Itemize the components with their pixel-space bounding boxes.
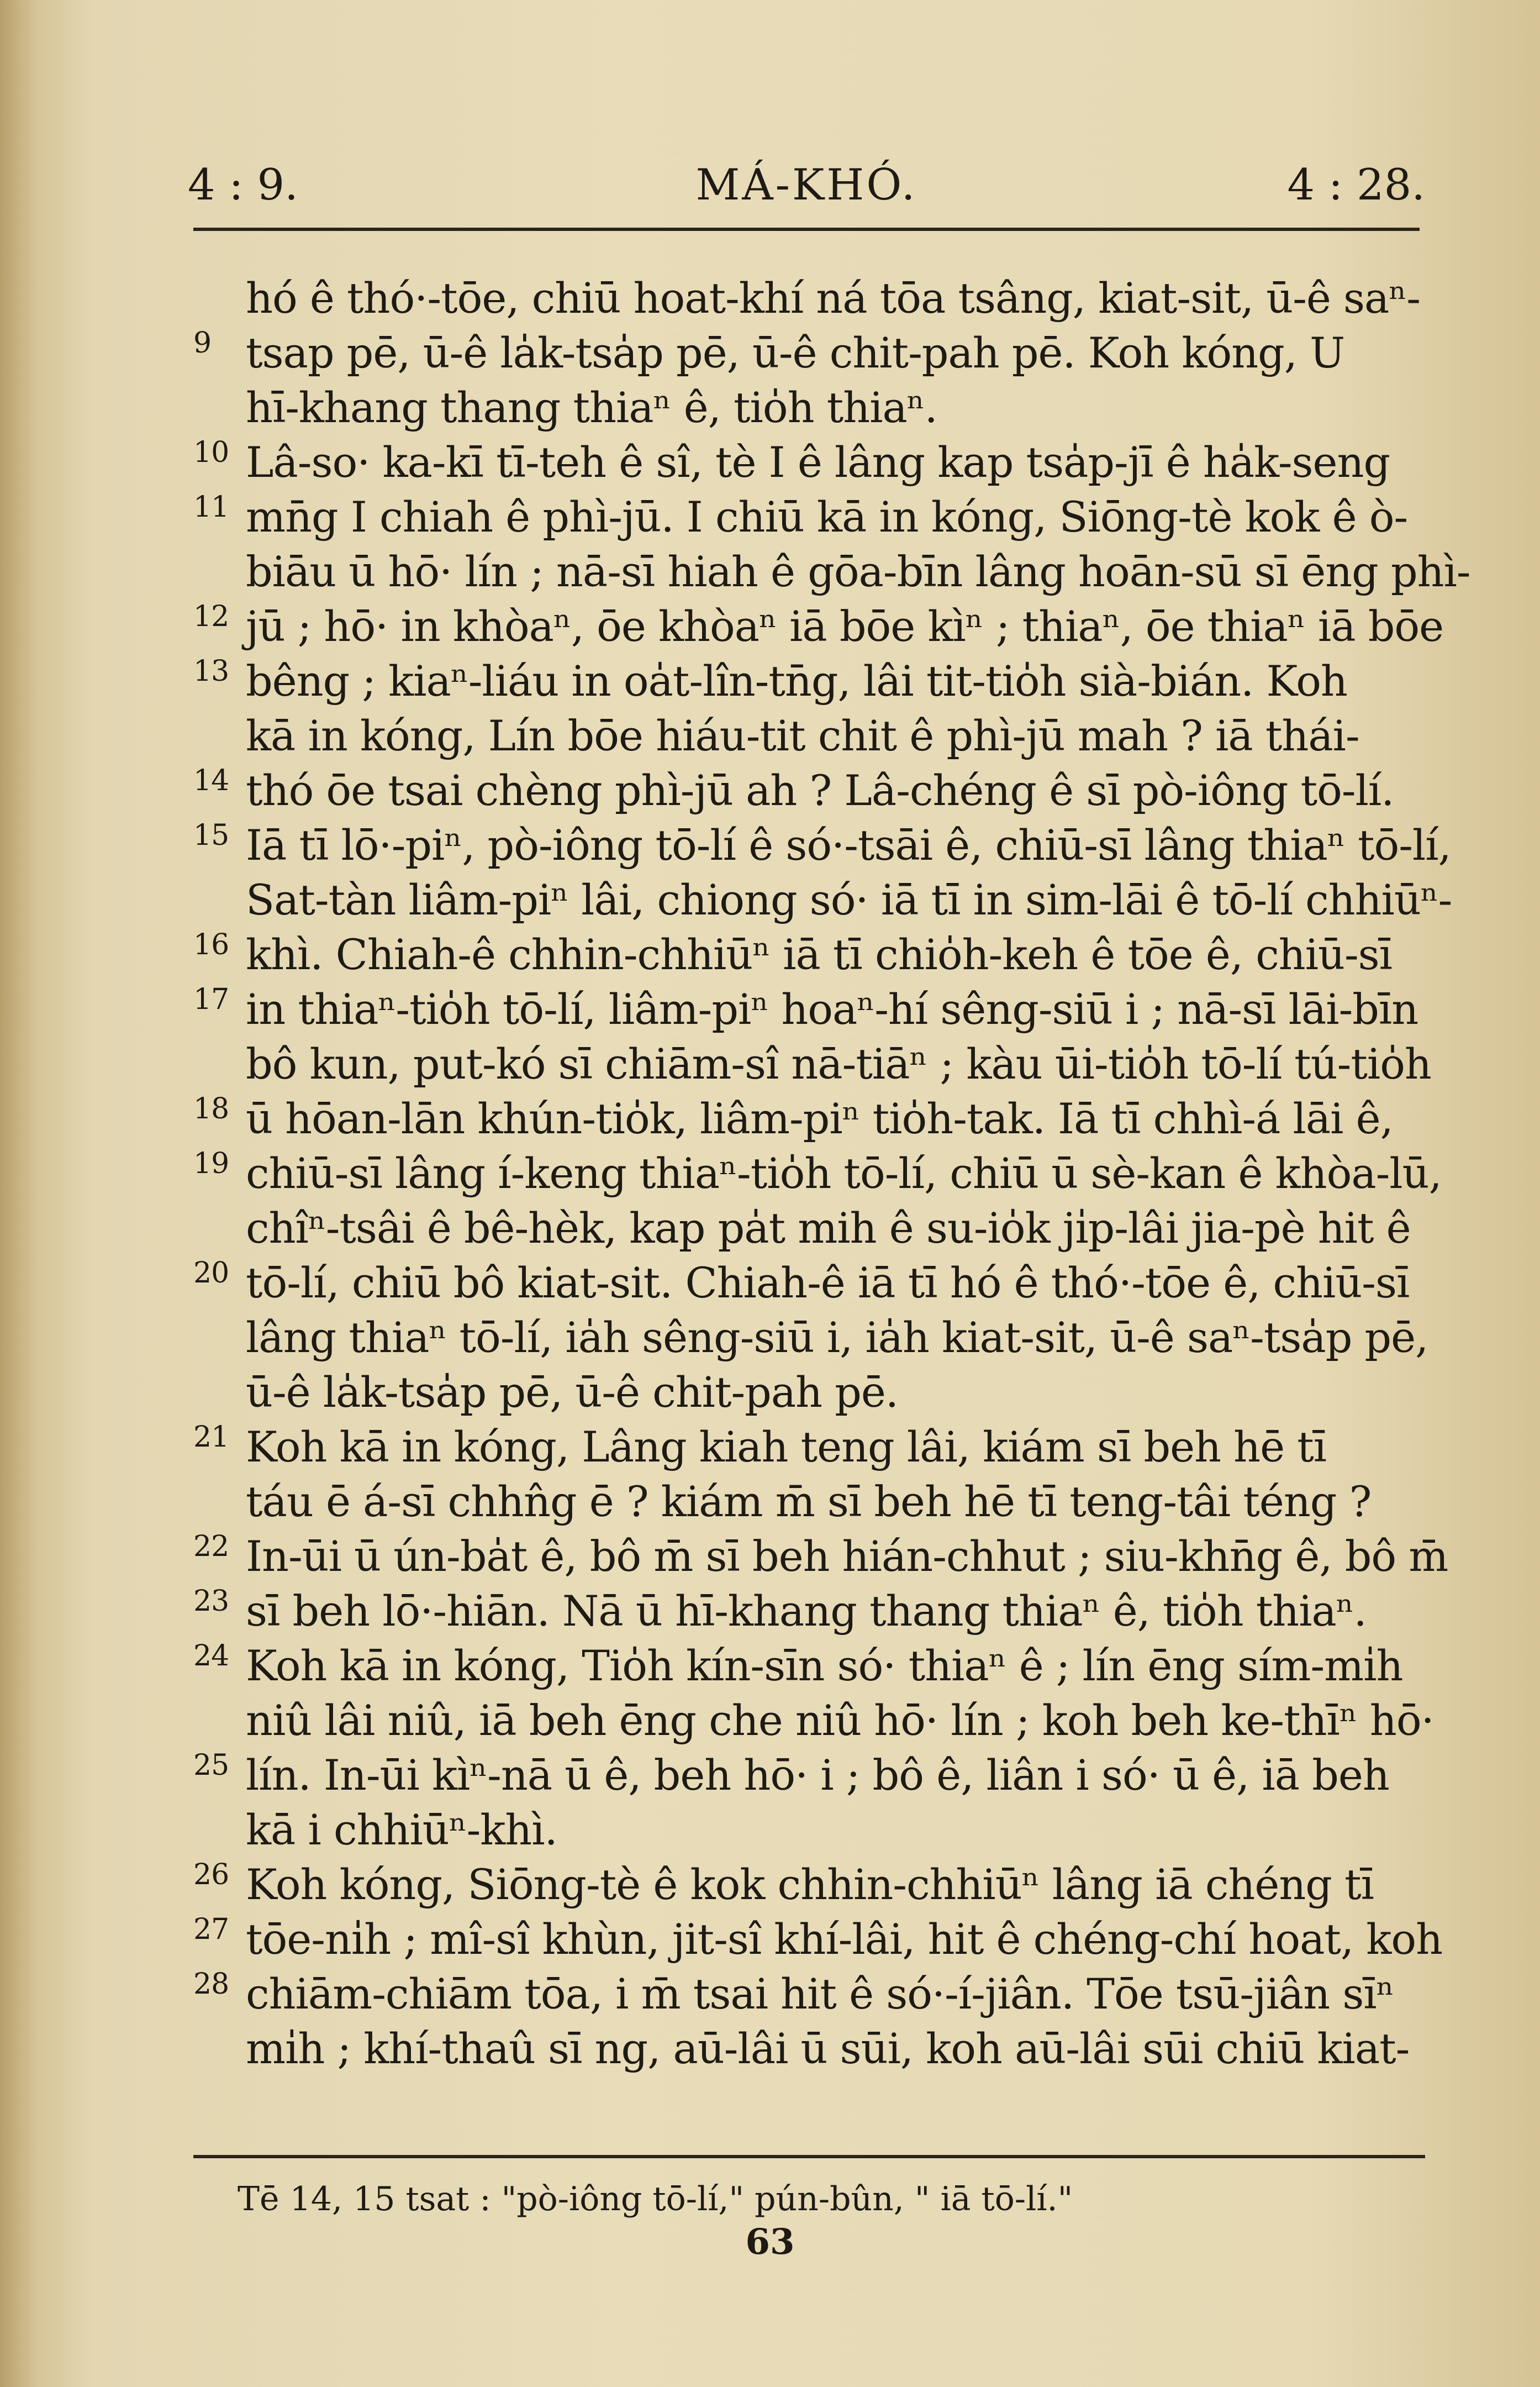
line-text: khì. Chiah-ê chhin-chhiūⁿ iā tī chio̍h-keh ê tōe ê, chiū-sī xyxy=(246,930,1392,979)
text-line xyxy=(193,380,1436,435)
verse-number: 13 xyxy=(193,655,229,688)
text-line xyxy=(193,1638,1436,1693)
text-line xyxy=(193,271,1436,325)
line-text: Lâ-so· ka-kī tī-teh ê sî, tè I ê lâng kap tsa̍p-jī ê ha̍k-seng xyxy=(246,438,1390,487)
page-spine-shadow xyxy=(0,0,39,2387)
text-line xyxy=(193,490,1436,544)
line-text: hī-khang thang thiaⁿ ê, tio̍h thiaⁿ. xyxy=(246,383,937,432)
verse-number: 12 xyxy=(193,600,229,633)
text-line xyxy=(193,982,1436,1037)
line-text: niû lâi niû, iā beh ēng che niû hō· lín ; koh beh ke-thīⁿ hō· xyxy=(246,1696,1434,1745)
text-line xyxy=(193,1255,1436,1310)
verse-number: 21 xyxy=(193,1421,229,1454)
line-text: ū-ê la̍k-tsa̍p pē, ū-ê chit-pah pē. xyxy=(246,1368,899,1417)
line-text: táu ē á-sī chhn̂g ē ? kiám m̄ sī beh hē tī teng-tâi téng ? xyxy=(246,1477,1372,1526)
verse-number: 23 xyxy=(193,1585,229,1618)
line-text: mn̄g I chiah ê phì-jū. I chiū kā in kóng, Siōng-tè kok ê ò- xyxy=(246,492,1408,541)
verse-number: 14 xyxy=(193,764,229,797)
verse-number: 27 xyxy=(193,1913,229,1946)
line-text: thó ōe tsai chèng phì-jū ah ? Lâ-chéng ê sī pò-iông tō-lí. xyxy=(246,766,1394,815)
verse-number: 18 xyxy=(193,1092,229,1126)
text-line xyxy=(193,708,1436,763)
verse-number: 11 xyxy=(193,491,229,524)
text-line xyxy=(193,1146,1442,1201)
text-line xyxy=(193,1201,1436,1255)
line-text: sī beh lō·-hiān. Nā ū hī-khang thang thiaⁿ ê, tio̍h thiaⁿ. xyxy=(246,1586,1367,1636)
text-line xyxy=(193,1474,1436,1529)
line-text: In-ūi ū ún-ba̍t ê, bô m̄ sī beh hián-chhut ; siu-khn̄g ê, bô m̄ xyxy=(246,1532,1448,1581)
text-line xyxy=(193,544,1470,599)
scripture-text xyxy=(193,271,1470,2076)
header-book-title: MÁ-KHÓ. xyxy=(695,160,917,210)
line-text: jū ; hō· in khòaⁿ, ōe khòaⁿ iā bōe kìⁿ ; thiaⁿ, ōe thiaⁿ iā bōe xyxy=(246,602,1444,651)
header-left-reference: 4 : 9. xyxy=(188,160,298,210)
page-number: 63 xyxy=(745,2221,795,2263)
line-text: lâng thiaⁿ tō-lí, ia̍h sêng-siū i, ia̍h kiat-sit, ū-ê saⁿ-tsa̍p pē, xyxy=(246,1313,1428,1362)
line-text: chiām-chiām tōa, i m̄ tsai hit ê só·-í-jiân. Tōe tsū-jiân sīⁿ xyxy=(246,1969,1394,2018)
verse-number: 28 xyxy=(193,1968,229,2001)
line-text: lín. In-ūi kìⁿ-nā ū ê, beh hō· i ; bô ê, liân i só· ū ê, iā beh xyxy=(246,1750,1389,1800)
line-text: chiū-sī lâng í-keng thiaⁿ-tio̍h tō-lí, chiū ū sè-kan ê khòa-lū, xyxy=(246,1149,1442,1198)
text-line xyxy=(193,1857,1436,1912)
verse-number: 20 xyxy=(193,1256,229,1290)
line-text: Koh kóng, Siōng-tè ê kok chhin-chhiūⁿ lâng iā chéng tī xyxy=(246,1860,1374,1909)
text-line xyxy=(193,1584,1436,1638)
line-text: kā i chhiūⁿ-khì. xyxy=(246,1805,557,1854)
verse-number: 24 xyxy=(193,1639,229,1673)
verse-number: 17 xyxy=(193,983,229,1016)
header-right-reference: 4 : 28. xyxy=(1287,160,1425,210)
verse-number: 22 xyxy=(193,1530,229,1563)
line-text: tsap pē, ū-ê la̍k-tsa̍p pē, ū-ê chit-pah pē. Koh kóng, U xyxy=(246,328,1345,377)
line-text: mi̍h ; khí-thaû sī ng, aū-lâi ū sūi, koh aū-lâi sūi chiū kiat- xyxy=(246,2024,1410,2073)
line-text: Sat-tàn liâm-piⁿ lâi, chiong só· iā tī in sim-lāi ê tō-lí chhiūⁿ- xyxy=(246,875,1452,924)
line-text: bêng ; kiaⁿ-liáu in oa̍t-lîn-tn̄g, lâi tit-tio̍h sià-bián. Koh xyxy=(246,656,1347,706)
verse-number: 15 xyxy=(193,819,229,852)
text-line xyxy=(193,1912,1443,1967)
text-line xyxy=(193,325,1436,380)
line-text: hó ê thó·-tōe, chiū hoat-khí ná tōa tsâng, kiat-sit, ū-ê saⁿ- xyxy=(246,274,1420,323)
line-text: ū hōan-lān khún-tio̍k, liâm-piⁿ tio̍h-tak. Iā tī chhì-á lāi ê, xyxy=(246,1094,1393,1143)
text-line xyxy=(193,2021,1436,2076)
header-rule xyxy=(193,228,1420,231)
verse-number: 19 xyxy=(193,1147,229,1180)
text-line xyxy=(193,1967,1436,2021)
text-line xyxy=(193,763,1436,818)
line-text: Iā tī lō·-piⁿ, pò-iông tō-lí ê só·-tsāi ê, chiū-sī lâng thiaⁿ tō-lí, xyxy=(246,821,1451,870)
line-text: kā in kóng, Lín bōe hiáu-tit chit ê phì-jū mah ? iā thái- xyxy=(246,711,1359,760)
line-text: Koh kā in kóng, Lâng kiah teng lâi, kiám sī beh hē tī xyxy=(246,1422,1327,1471)
text-line xyxy=(193,1310,1436,1365)
text-line xyxy=(193,1365,1436,1419)
verse-number: 16 xyxy=(193,928,229,961)
line-text: chîⁿ-tsâi ê bê-hèk, kap pa̍t mih ê su-io̍k ji̍p-lâi jia-pè hit ê xyxy=(246,1203,1411,1253)
line-text: bô kun, put-kó sī chiām-sî nā-tiāⁿ ; kàu ūi-tio̍h tō-lí tú-tio̍h xyxy=(246,1039,1431,1089)
verse-number: 10 xyxy=(193,436,229,469)
text-line xyxy=(193,654,1436,708)
line-text: Koh kā in kóng, Tio̍h kín-sīn só· thiaⁿ ê ; lín ēng sím-mi̍h xyxy=(246,1641,1403,1690)
footnote-rule xyxy=(193,2155,1425,2158)
text-line xyxy=(193,1748,1436,1802)
line-text: tōe-ni̍h ; mî-sî khùn, jit-sî khí-lâi, hit ê chéng-chí hoat, koh xyxy=(246,1915,1443,1964)
text-line xyxy=(193,1693,1436,1748)
footnote: Tē 14, 15 tsat : "pò-iông tō-lí," pún-bûn, " iā tō-lí." xyxy=(238,2180,1073,2218)
line-text: in thiaⁿ-tio̍h tō-lí, liâm-piⁿ hoaⁿ-hí sêng-siū i ; nā-sī lāi-bīn xyxy=(246,985,1418,1034)
text-line xyxy=(193,927,1436,982)
running-header xyxy=(188,149,1425,215)
text-line xyxy=(193,872,1452,927)
text-line xyxy=(193,599,1444,654)
text-line xyxy=(193,818,1451,872)
text-line xyxy=(193,1091,1436,1146)
line-text: tō-lí, chiū bô kiat-sit. Chiah-ê iā tī hó ê thó·-tōe ê, chiū-sī xyxy=(246,1258,1410,1307)
verse-number: 26 xyxy=(193,1858,229,1891)
text-line xyxy=(193,1529,1448,1584)
line-text: biāu ū hō· lín ; nā-sī hiah ê gōa-bīn lâng hoān-sū sī ēng phì- xyxy=(246,547,1470,596)
verse-number: 9 xyxy=(193,327,212,360)
text-line xyxy=(193,1802,1436,1857)
text-line xyxy=(193,1037,1436,1091)
text-line xyxy=(193,435,1436,490)
text-line xyxy=(193,1419,1436,1474)
verse-number: 25 xyxy=(193,1749,229,1782)
